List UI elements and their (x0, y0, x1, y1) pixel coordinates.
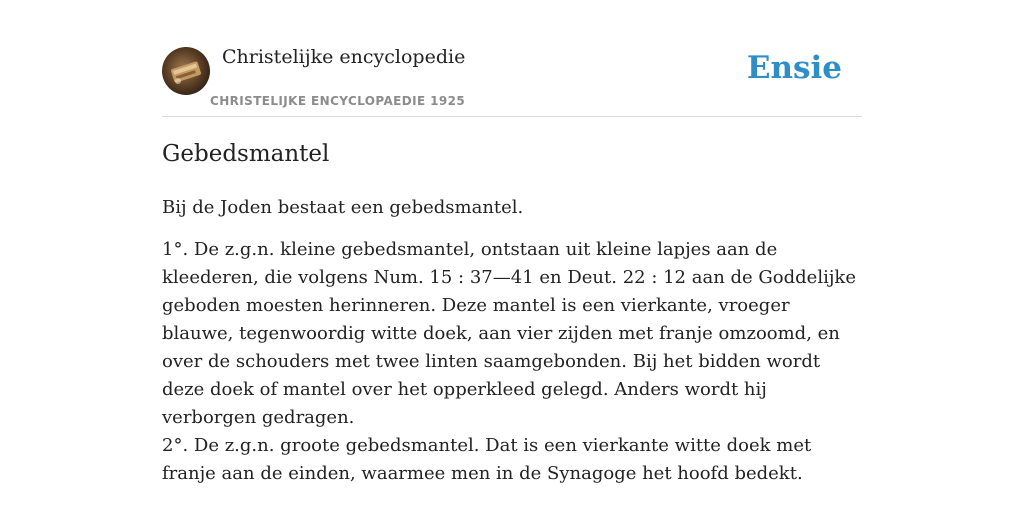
header (162, 44, 862, 117)
site-subtitle: CHRISTELIJKE ENCYCLOPAEDIE 1925 (210, 94, 466, 108)
article-title: Gebedsmantel (162, 141, 330, 167)
brand-logo[interactable]: Ensie (746, 50, 842, 86)
article (162, 136, 864, 488)
avatar[interactable] (162, 47, 210, 95)
article-point-1: 1°. De z.g.n. kleine gebedsmantel, ontstaan uit kleine lapjes aan de kleederen, die volgens Num. 15 : 37—41 en Deut. 22 : 12 aan de Goddelijke geboden moesten herinneren. Deze mantel is een vierkante, vroeger blauwe, tegenwoordig witte doek, aan vier zijden met franje omzoomd, en over de schouders met twee linten saamgebonden. Bij het bidden wordt deze doek of mantel over het opperkleed gelegd. Anders wordt hij verborgen gedragen. (162, 239, 856, 428)
book-thumbnail-icon (162, 47, 210, 95)
article-intro: Bij de Joden bestaat een gebedsmantel. (162, 197, 524, 218)
site-title[interactable]: Christelijke encyclopedie (222, 46, 466, 68)
article-point-2: 2°. De z.g.n. groote gebedsmantel. Dat is een vierkante witte doek met franje aan de einden, waarmee men in de Synagoge het hoofd bedekt. (162, 435, 812, 484)
